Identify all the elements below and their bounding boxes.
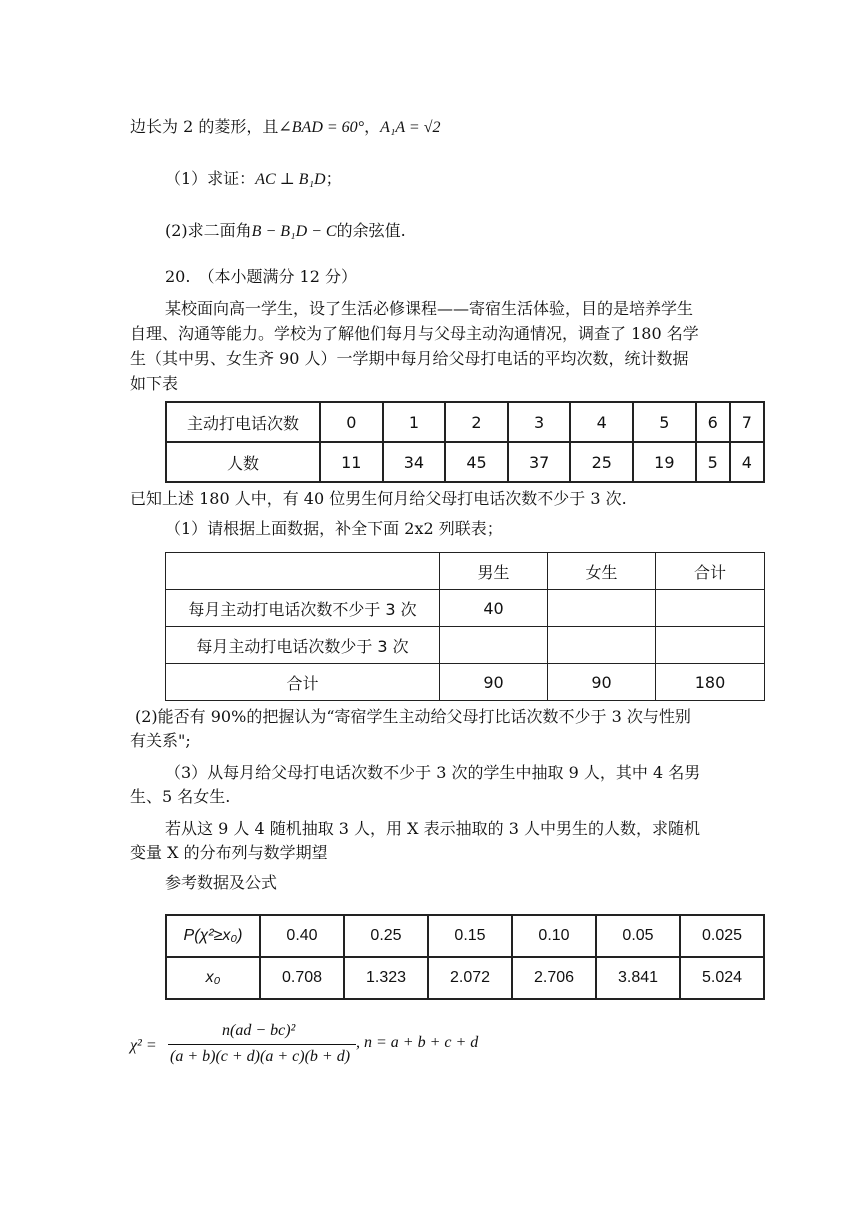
chi-square-table bbox=[165, 914, 765, 1000]
table-cell: 5 bbox=[633, 402, 696, 442]
q20-intro-1: 某校面向高一学生，设了生活必修课程——寄宿生活体验，目的是培养学生 bbox=[165, 299, 694, 318]
sep: ， bbox=[364, 117, 381, 136]
table-cell: 0.025 bbox=[680, 915, 764, 957]
table-row bbox=[166, 553, 765, 590]
table-cell: 45 bbox=[445, 442, 508, 482]
formula-rhs: , n = a + b + c + d bbox=[356, 1034, 479, 1051]
q20-intro-2: 自理、沟通等能力。学校为了解他们每月与父母主动沟通情况，调查了 180 名学 bbox=[130, 324, 699, 343]
contingency-table bbox=[165, 552, 765, 701]
q19-1-expr: AC ⊥ B₁D bbox=[255, 171, 326, 188]
line-rhombus bbox=[130, 116, 440, 139]
table-cell: 180 bbox=[656, 664, 765, 701]
angle-expr: ∠BAD = 60° bbox=[278, 119, 365, 136]
table-cell: 0.05 bbox=[596, 915, 680, 957]
table-cell: 37 bbox=[508, 442, 571, 482]
table-cell: 0.15 bbox=[428, 915, 512, 957]
table-cell bbox=[440, 627, 548, 664]
table-cell: 2.072 bbox=[428, 957, 512, 999]
table-cell: 1 bbox=[383, 402, 446, 442]
table-cell: 34 bbox=[383, 442, 446, 482]
table-cell: 0.40 bbox=[260, 915, 344, 957]
table-cell: 3.841 bbox=[596, 957, 680, 999]
table-cell bbox=[548, 627, 656, 664]
table-cell: 6 bbox=[696, 402, 730, 442]
table-cell: 1.323 bbox=[344, 957, 428, 999]
row-header: P(χ²≥x₀) bbox=[166, 915, 260, 957]
table-cell: 5 bbox=[696, 442, 730, 482]
table-cell: 3 bbox=[508, 402, 571, 442]
table-cell: 4 bbox=[570, 402, 633, 442]
rhombus-text: 边长为 2 的菱形，且 bbox=[130, 117, 279, 136]
q20-intro-4: 如下表 bbox=[130, 374, 179, 393]
table-cell: 40 bbox=[440, 590, 548, 627]
reference-title: 参考数据及公式 bbox=[165, 873, 278, 892]
table-row bbox=[166, 442, 764, 482]
table-cell: 0.25 bbox=[344, 915, 428, 957]
formula-numerator: n(ad − bc)² bbox=[222, 1022, 296, 1039]
table-cell: 0 bbox=[320, 402, 383, 442]
subquestion-3b-line2: 变量 X 的分布列与数学期望 bbox=[130, 843, 328, 862]
q19-2-expr: B − B₁D − C bbox=[251, 223, 337, 240]
table-cell: 11 bbox=[320, 442, 383, 482]
table-row bbox=[166, 402, 764, 442]
table-cell bbox=[656, 590, 765, 627]
subquestion-3b-line1: 若从这 9 人 4 随机抽取 3 人，用 X 表示抽取的 3 人中男生的人数，求随机 bbox=[165, 819, 700, 838]
table-row bbox=[166, 590, 765, 627]
fraction-bar bbox=[168, 1044, 356, 1045]
table-cell: 90 bbox=[548, 664, 656, 701]
table-cell: 2.706 bbox=[512, 957, 596, 999]
row-header: 人数 bbox=[166, 442, 320, 482]
table-row bbox=[166, 957, 764, 999]
table-cell: 7 bbox=[730, 402, 764, 442]
subquestion-1: （1）请根据上面数据，补全下面 2x2 列联表； bbox=[165, 519, 503, 538]
subquestion-3-line1: （3）从每月给父母打电话次数不少于 3 次的学生中抽取 9 人，其中 4 名男 bbox=[165, 763, 701, 782]
q19-1-label: （1）求证： bbox=[165, 169, 256, 188]
row-header: 合计 bbox=[166, 664, 440, 701]
table-row bbox=[166, 915, 764, 957]
table-cell bbox=[548, 590, 656, 627]
table-cell bbox=[656, 627, 765, 664]
formula-lhs: χ² = bbox=[130, 1037, 157, 1054]
table-header: 男生 bbox=[440, 553, 548, 590]
table-header: 合计 bbox=[656, 553, 765, 590]
edge-expr: A₁A = √2 bbox=[380, 119, 441, 136]
q19-2-label: (2)求二面角 bbox=[165, 221, 252, 240]
table-cell: 90 bbox=[440, 664, 548, 701]
table-cell bbox=[166, 553, 440, 590]
table-cell: 0.708 bbox=[260, 957, 344, 999]
row-header: x₀ bbox=[166, 957, 260, 999]
table-cell: 25 bbox=[570, 442, 633, 482]
table-header: 女生 bbox=[548, 553, 656, 590]
q19-part1 bbox=[165, 168, 342, 191]
calls-table bbox=[165, 401, 765, 483]
table-row bbox=[166, 627, 765, 664]
subquestion-3-line2: 生、5 名女生. bbox=[130, 787, 231, 806]
known-statement: 已知上述 180 人中，有 40 位男生何月给父母打电话次数不少于 3 次. bbox=[130, 489, 627, 508]
subquestion-2-line2: 有关系"; bbox=[130, 731, 191, 750]
subquestion-2-line1: (2)能否有 90%的把握认为“寄宿学生主动给父母打比话次数不少于 3 次与性别 bbox=[135, 707, 691, 726]
table-cell: 19 bbox=[633, 442, 696, 482]
q20-intro-3: 生（其中男、女生齐 90 人）一学期中每月给父母打电话的平均次数，统计数据 bbox=[130, 349, 689, 368]
formula-denominator: (a + b)(c + d)(a + c)(b + d) bbox=[170, 1048, 351, 1065]
table-cell: 2 bbox=[445, 402, 508, 442]
table-row bbox=[166, 664, 765, 701]
q19-part2 bbox=[165, 220, 406, 243]
row-header: 每月主动打电话次数不少于 3 次 bbox=[166, 590, 440, 627]
q19-1-end: ； bbox=[325, 169, 342, 188]
q20-heading: 20. （本小题满分 12 分） bbox=[165, 267, 357, 286]
row-header: 主动打电话次数 bbox=[166, 402, 320, 442]
q19-2-end: 的余弦值. bbox=[336, 221, 406, 240]
row-header: 每月主动打电话次数少于 3 次 bbox=[166, 627, 440, 664]
table-cell: 4 bbox=[730, 442, 764, 482]
table-cell: 5.024 bbox=[680, 957, 764, 999]
table-cell: 0.10 bbox=[512, 915, 596, 957]
